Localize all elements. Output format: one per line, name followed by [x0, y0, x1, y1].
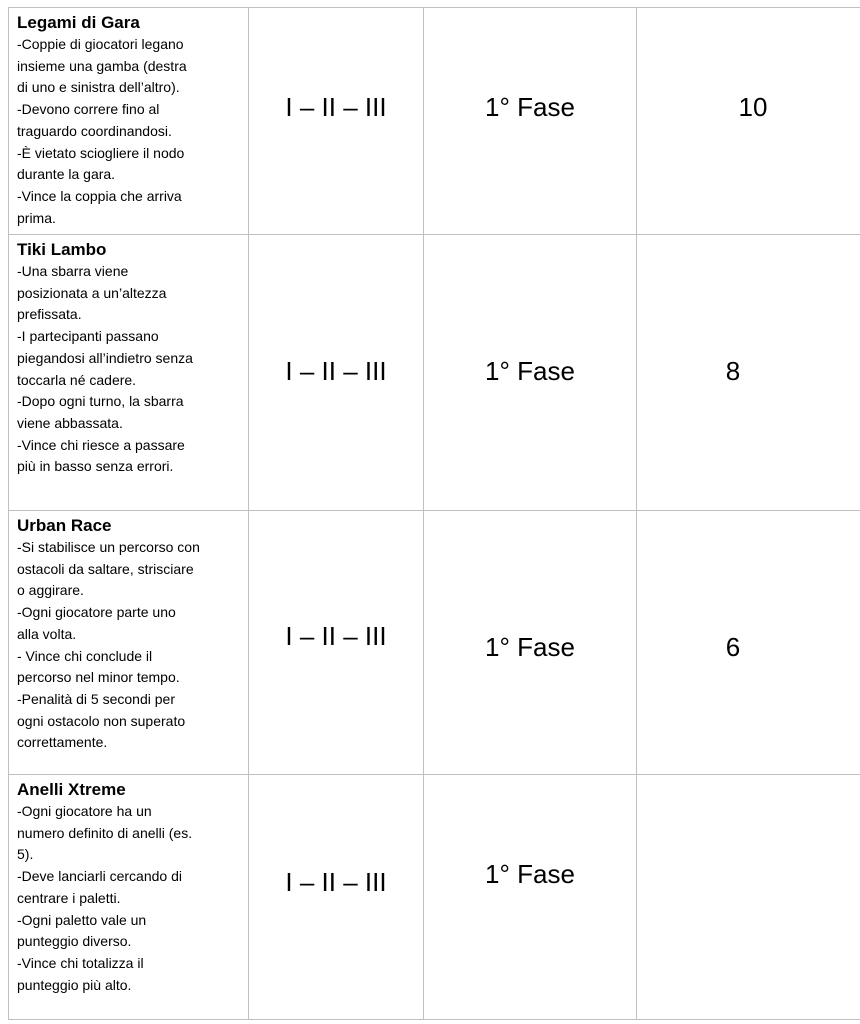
rule-line: alla volta. [17, 625, 77, 642]
rule-line: -È vietato sciogliere il nodo [17, 144, 185, 161]
points-text: 10 [738, 92, 768, 122]
points-cell [637, 511, 860, 775]
rule-line: -Ogni giocatore ha un [17, 803, 152, 819]
rule-line: centrare i paletti. [17, 889, 121, 906]
game-description-cell [9, 775, 249, 1020]
games-table [8, 7, 860, 1020]
rule-line: toccarla né cadere. [17, 371, 137, 388]
phase-text: 1° Fase [485, 632, 575, 662]
rule-line: 5). [17, 846, 34, 863]
level-cell [249, 775, 424, 1020]
rule-line: -Devono correre fino al [17, 101, 160, 118]
rule-line: -Dopo ogni turno, la sbarra [17, 393, 184, 410]
rule-line: di uno e sinistra dell’altro). [17, 79, 180, 96]
rule-line: punteggio diverso. [17, 933, 132, 950]
rule-line: -Ogni paletto vale un [17, 911, 147, 928]
rule-line: insieme una gamba (destra [17, 57, 187, 74]
table-row [9, 8, 860, 235]
level-text: I – II – III [285, 867, 387, 897]
level-text: I – II – III [285, 92, 387, 122]
game-description-cell [9, 8, 249, 235]
rule-line: ogni ostacolo non superato [17, 712, 186, 729]
game-title: Urban Race [17, 516, 112, 535]
points-cell [637, 8, 860, 235]
rule-line: percorso nel minor tempo. [17, 669, 180, 686]
rule-line: -Ogni giocatore parte uno [17, 604, 176, 621]
rule-line: prefissata. [17, 306, 82, 323]
level-text: I – II – III [285, 621, 387, 651]
game-description-cell [9, 511, 249, 775]
game-description-cell [9, 235, 249, 511]
level-cell [249, 235, 424, 511]
rule-line: -Una sbarra viene [17, 263, 129, 279]
game-title: Tiki Lambo [17, 240, 107, 259]
rule-line: -Coppie di giocatori legano [17, 36, 184, 52]
rule-line: prima. [17, 209, 56, 226]
points-cell [637, 775, 860, 1020]
table-row [9, 775, 860, 1020]
rule-line: piegandosi all’indietro senza [17, 349, 193, 366]
rule-line: punteggio più alto. [17, 976, 132, 993]
rule-line: traguardo coordinandosi. [17, 122, 172, 139]
rule-line: durante la gara. [17, 166, 116, 183]
rule-line: ostacoli da saltare, strisciare [17, 560, 194, 577]
rule-line: più in basso senza errori. [17, 458, 174, 475]
table-row [9, 235, 860, 511]
points-text: 6 [725, 632, 741, 662]
game-title: Legami di Gara [17, 13, 140, 32]
phase-text: 1° Fase [485, 356, 575, 386]
table-row [9, 511, 860, 775]
phase-cell [424, 775, 637, 1020]
rule-line: -I partecipanti passano [17, 328, 159, 345]
level-cell [249, 8, 424, 235]
rule-line: -Vince chi totalizza il [17, 954, 144, 971]
level-text: I – II – III [285, 356, 387, 386]
phase-cell [424, 8, 637, 235]
phase-text: 1° Fase [485, 92, 575, 122]
points-cell [637, 235, 860, 511]
rule-line: - Vince chi conclude il [17, 647, 153, 664]
rule-line: -Vince la coppia che arriva [17, 187, 182, 204]
level-cell [249, 511, 424, 775]
points-text: 8 [725, 356, 741, 386]
rule-line: -Vince chi riesce a passare [17, 436, 185, 453]
rule-line: -Si stabilisce un percorso con [17, 539, 200, 555]
rule-line: viene abbassata. [17, 414, 123, 431]
phase-text: 1° Fase [485, 859, 575, 889]
game-title: Anelli Xtreme [17, 780, 126, 799]
rule-line: o aggirare. [17, 582, 84, 599]
rule-line: numero definito di anelli (es. [17, 824, 193, 841]
rule-line: -Deve lanciarli cercando di [17, 868, 182, 885]
rule-line: posizionata a un’altezza [17, 284, 167, 301]
rule-line: -Penalità di 5 secondi per [17, 690, 175, 707]
rule-line: correttamente. [17, 734, 108, 751]
